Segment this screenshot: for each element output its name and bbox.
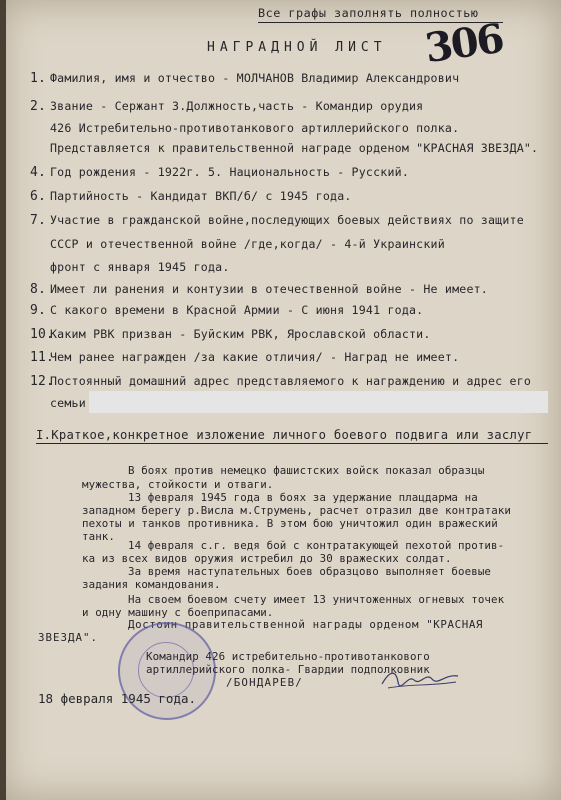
field-number: 8. [30,282,47,297]
field-text: Каким РВК призван - Буйским РВК, Ярославской области. [50,327,431,341]
narrative-line: задания командования. [82,578,221,591]
narrative-line: ка из всех видов оружия истребил до 30 вражеских солдат. [82,552,452,565]
field-text: Представляется к правительственной награде орденом "КРАСНАЯ ЗВЕЗДА". [50,141,539,155]
field-4-5 [30,165,409,180]
field-number: 1. [30,71,47,86]
field-number: 10. [30,327,55,342]
narrative-line: За время наступательных боев образцово выполняет боевые [128,565,492,578]
field-7-cont [50,237,445,251]
field-text: Партийность - Кандидат ВКП/б/ с 1945 года. [50,189,352,203]
commander-line: артиллерийского полка- Гвардии подполковник [146,663,430,676]
narrative-line: ЗВЕЗДА". [38,631,99,644]
field-number: 9. [30,303,47,318]
field-text: СССР и отечественной войне /где,когда/ - 4-й Украинский [50,237,445,251]
section-title-underline [36,443,548,444]
narrative-line: На своем боевом счету имеет 13 уничтоженных огневых точек [128,593,505,606]
section-title: I.Краткое,конкретное изложение личного боевого подвига или заслуг [36,428,533,442]
field-12 [30,374,531,389]
field-text: Чем ранее награжден /за какие отличия/ - Наград не имеет. [50,350,460,364]
field-6 [30,189,352,204]
field-2-cont [50,121,459,135]
commander-line: /БОНДАРЕВ/ [226,676,304,689]
narrative-line: В боях против немецко фашистских войск показал образцы [128,464,485,477]
field-text: Участие в гражданской войне,последующих боевых действиях по защите [50,213,524,227]
header-note: Все графы заполнять полностью [258,6,479,20]
field-number: 2. [30,99,47,114]
narrative-line: мужества, стойкости и отваги. [82,478,274,491]
narrative-line: танк. [82,530,116,543]
field-number: 7. [30,213,47,228]
field-number: 4. [30,165,47,180]
field-text: Имеет ли ранения и контузии в отечественной войне - Не имеет. [50,282,488,296]
field-text: семьи [50,396,86,410]
field-7 [30,213,524,228]
narrative-line: Достоин правительственной награды орденом "КРАСНАЯ [128,618,484,631]
field-10 [30,327,431,342]
field-text: Звание - Сержант 3.Должность,часть - Командир орудия [50,99,424,113]
commander-signature [380,666,460,692]
field-8 [30,282,488,297]
document-title: НАГРАДНОЙ ЛИСТ [207,40,387,55]
field-9 [30,303,423,318]
handwritten-number: 306 [422,14,506,73]
field-1 [30,71,459,86]
commander-line: Командир 426 истребительно-противотанкового [146,650,430,663]
field-number: 6. [30,189,47,204]
field-text: С какого времени в Красной Армии - С июня 1941 года. [50,303,424,317]
narrative-line: пехоты и танков противника. В этом бою уничтожил один вражеский [82,517,498,530]
narrative-line: 13 февраля 1945 года в боях за удержание плацдарма на [128,491,478,504]
field-number: 12. [30,374,55,389]
field-text: Фамилия, имя и отчество - МОЛЧАНОВ Владимир Александрович [50,71,460,85]
field-text: Постоянный домашний адрес представляемого к награждению и адрес его [50,374,532,388]
field-text: 426 Истребительно-противотанкового артиллерийского полка. [50,121,460,135]
field-2-cont-2 [50,141,538,155]
field-text: Год рождения - 1922г. 5. Национальность - Русский. [50,165,410,179]
field-text: фронт с января 1945 года. [50,260,230,274]
narrative-line: 14 февраля с.г. ведя бой с контратакующей пехотой против- [128,539,505,552]
document-date: 18 февраля 1945 года. [38,691,197,706]
field-7-cont-2 [50,260,230,274]
field-12-cont [50,396,86,410]
field-11 [30,350,459,365]
redacted-address [89,391,548,413]
scan-edge [0,0,6,800]
narrative-line: западном берегу р.Висла м.Струмень, расчет отразил две контратаки [82,504,512,517]
field-number: 11. [30,350,55,365]
field-2 [30,99,423,114]
narrative-line: и одну машину с боеприпасами. [82,606,274,619]
